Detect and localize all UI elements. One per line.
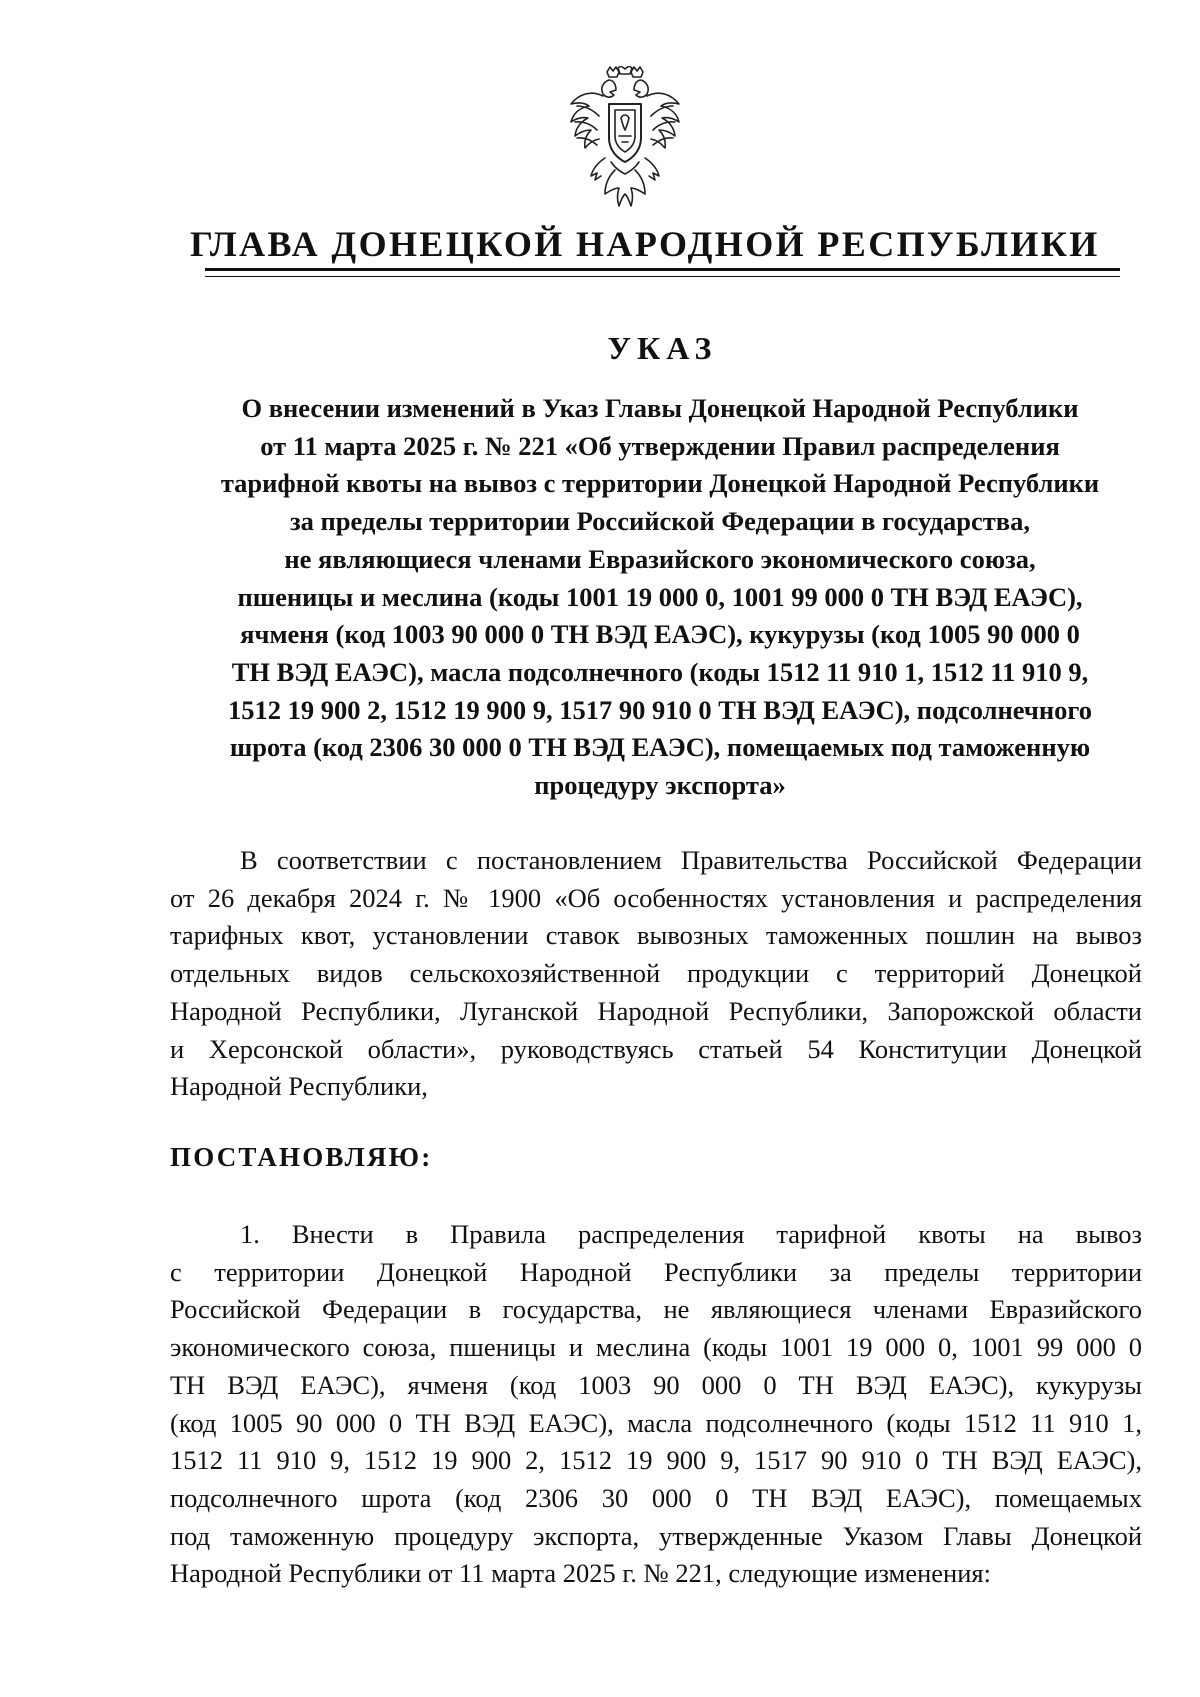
- preamble-line: В соответствии с постановлением Правительства Российской Федерации: [240, 845, 1142, 875]
- item-line: Российской Федерации в государства, не являющиеся членами Евразийского: [170, 1294, 1142, 1325]
- decree-word: ПОСТАНОВЛЯЮ:: [170, 1142, 433, 1172]
- subject-line: за пределы территории Российской Федерации в государства,: [290, 506, 1030, 537]
- item-line: Народной Республики от 11 марта 2025 г. № 221, следующие изменения:: [170, 1558, 991, 1589]
- preamble-line: Народной Республики, Луганской Народной Республики, Запорожской области: [170, 995, 1142, 1026]
- item-line: экономического союза, пшеницы и меслина (коды 1001 19 000 0, 1001 99 000 0: [170, 1332, 1142, 1363]
- item-line: с территории Донецкой Народной Республики за пределы территории: [170, 1256, 1142, 1287]
- subject-line: шрота (код 2306 30 000 0 ТН ВЭД ЕАЭС), помещаемых под таможенную: [229, 732, 1091, 763]
- subject-line: процедуру экспорта»: [534, 770, 786, 801]
- header-rule-thin: [205, 276, 1120, 277]
- preamble-line: и Херсонской области», руководствуясь статьей 54 Конституции Донецкой: [170, 1033, 1142, 1064]
- subject-line: пшеницы и меслина (коды 1001 19 000 0, 1001 99 000 0 ТН ВЭД ЕАЭС),: [237, 581, 1083, 612]
- decree-subject: [180, 390, 1140, 805]
- item-1-paragraph: [170, 1216, 1142, 1593]
- preamble-line: отдельных видов сельскохозяйственной продукции с территорий Донецкой: [170, 958, 1142, 989]
- preamble-line: тарифных квот, установлении ставок вывозных таможенных пошлин на вывоз: [170, 920, 1142, 951]
- item-line: ТН ВЭД ЕАЭС), ячменя (код 1003 90 000 0 ТН ВЭД ЕАЭС), кукурузы: [170, 1369, 1142, 1400]
- item-line: подсолнечного шрота (код 2306 30 000 0 ТН ВЭД ЕАЭС), помещаемых: [170, 1482, 1142, 1513]
- subject-line: не являющиеся членами Евразийского экономического союза,: [284, 543, 1036, 574]
- issuing-authority: ГЛАВА ДОНЕЦКОЙ НАРОДНОЙ РЕСПУБЛИКИ: [190, 224, 1100, 264]
- preamble-line: от 26 декабря 2024 г. № 1900 «Об особенностях установления и распределения: [170, 882, 1142, 913]
- header-rule-thick: [205, 268, 1120, 271]
- subject-line: ячменя (код 1003 90 000 0 ТН ВЭД ЕАЭС), кукурузы (код 1005 90 000 0: [240, 619, 1080, 650]
- subject-line: от 11 марта 2025 г. № 221 «Об утверждении Правил распределения: [260, 430, 1060, 461]
- subject-line: ТН ВЭД ЕАЭС), масла подсолнечного (коды 1512 11 910 1, 1512 11 910 9,: [231, 656, 1089, 687]
- preamble-paragraph: [170, 842, 1142, 1106]
- item-line: под таможенную процедуру экспорта, утвержденные Указом Главы Донецкой: [170, 1520, 1142, 1551]
- item-line: 1512 11 910 9, 1512 19 900 2, 1512 19 900 9, 1517 90 910 0 ТН ВЭД ЕАЭС),: [170, 1445, 1142, 1476]
- preamble-line: Народной Республики,: [170, 1071, 428, 1102]
- document-type: УКАЗ: [607, 330, 718, 366]
- coat-of-arms-icon: [565, 66, 685, 216]
- item-line: (код 1005 90 000 0 ТН ВЭД ЕАЭС), масла подсолнечного (коды 1512 11 910 1,: [170, 1407, 1142, 1438]
- subject-line: 1512 19 900 2, 1512 19 900 9, 1517 90 910 0 ТН ВЭД ЕАЭС), подсолнечного: [228, 694, 1092, 725]
- subject-line: тарифной квоты на вывоз с территории Донецкой Народной Республики: [220, 468, 1100, 499]
- item-line: 1. Внести в Правила распределения тарифной квоты на вывоз: [240, 1219, 1142, 1249]
- subject-line: О внесении изменений в Указ Главы Донецкой Народной Республики: [241, 393, 1079, 423]
